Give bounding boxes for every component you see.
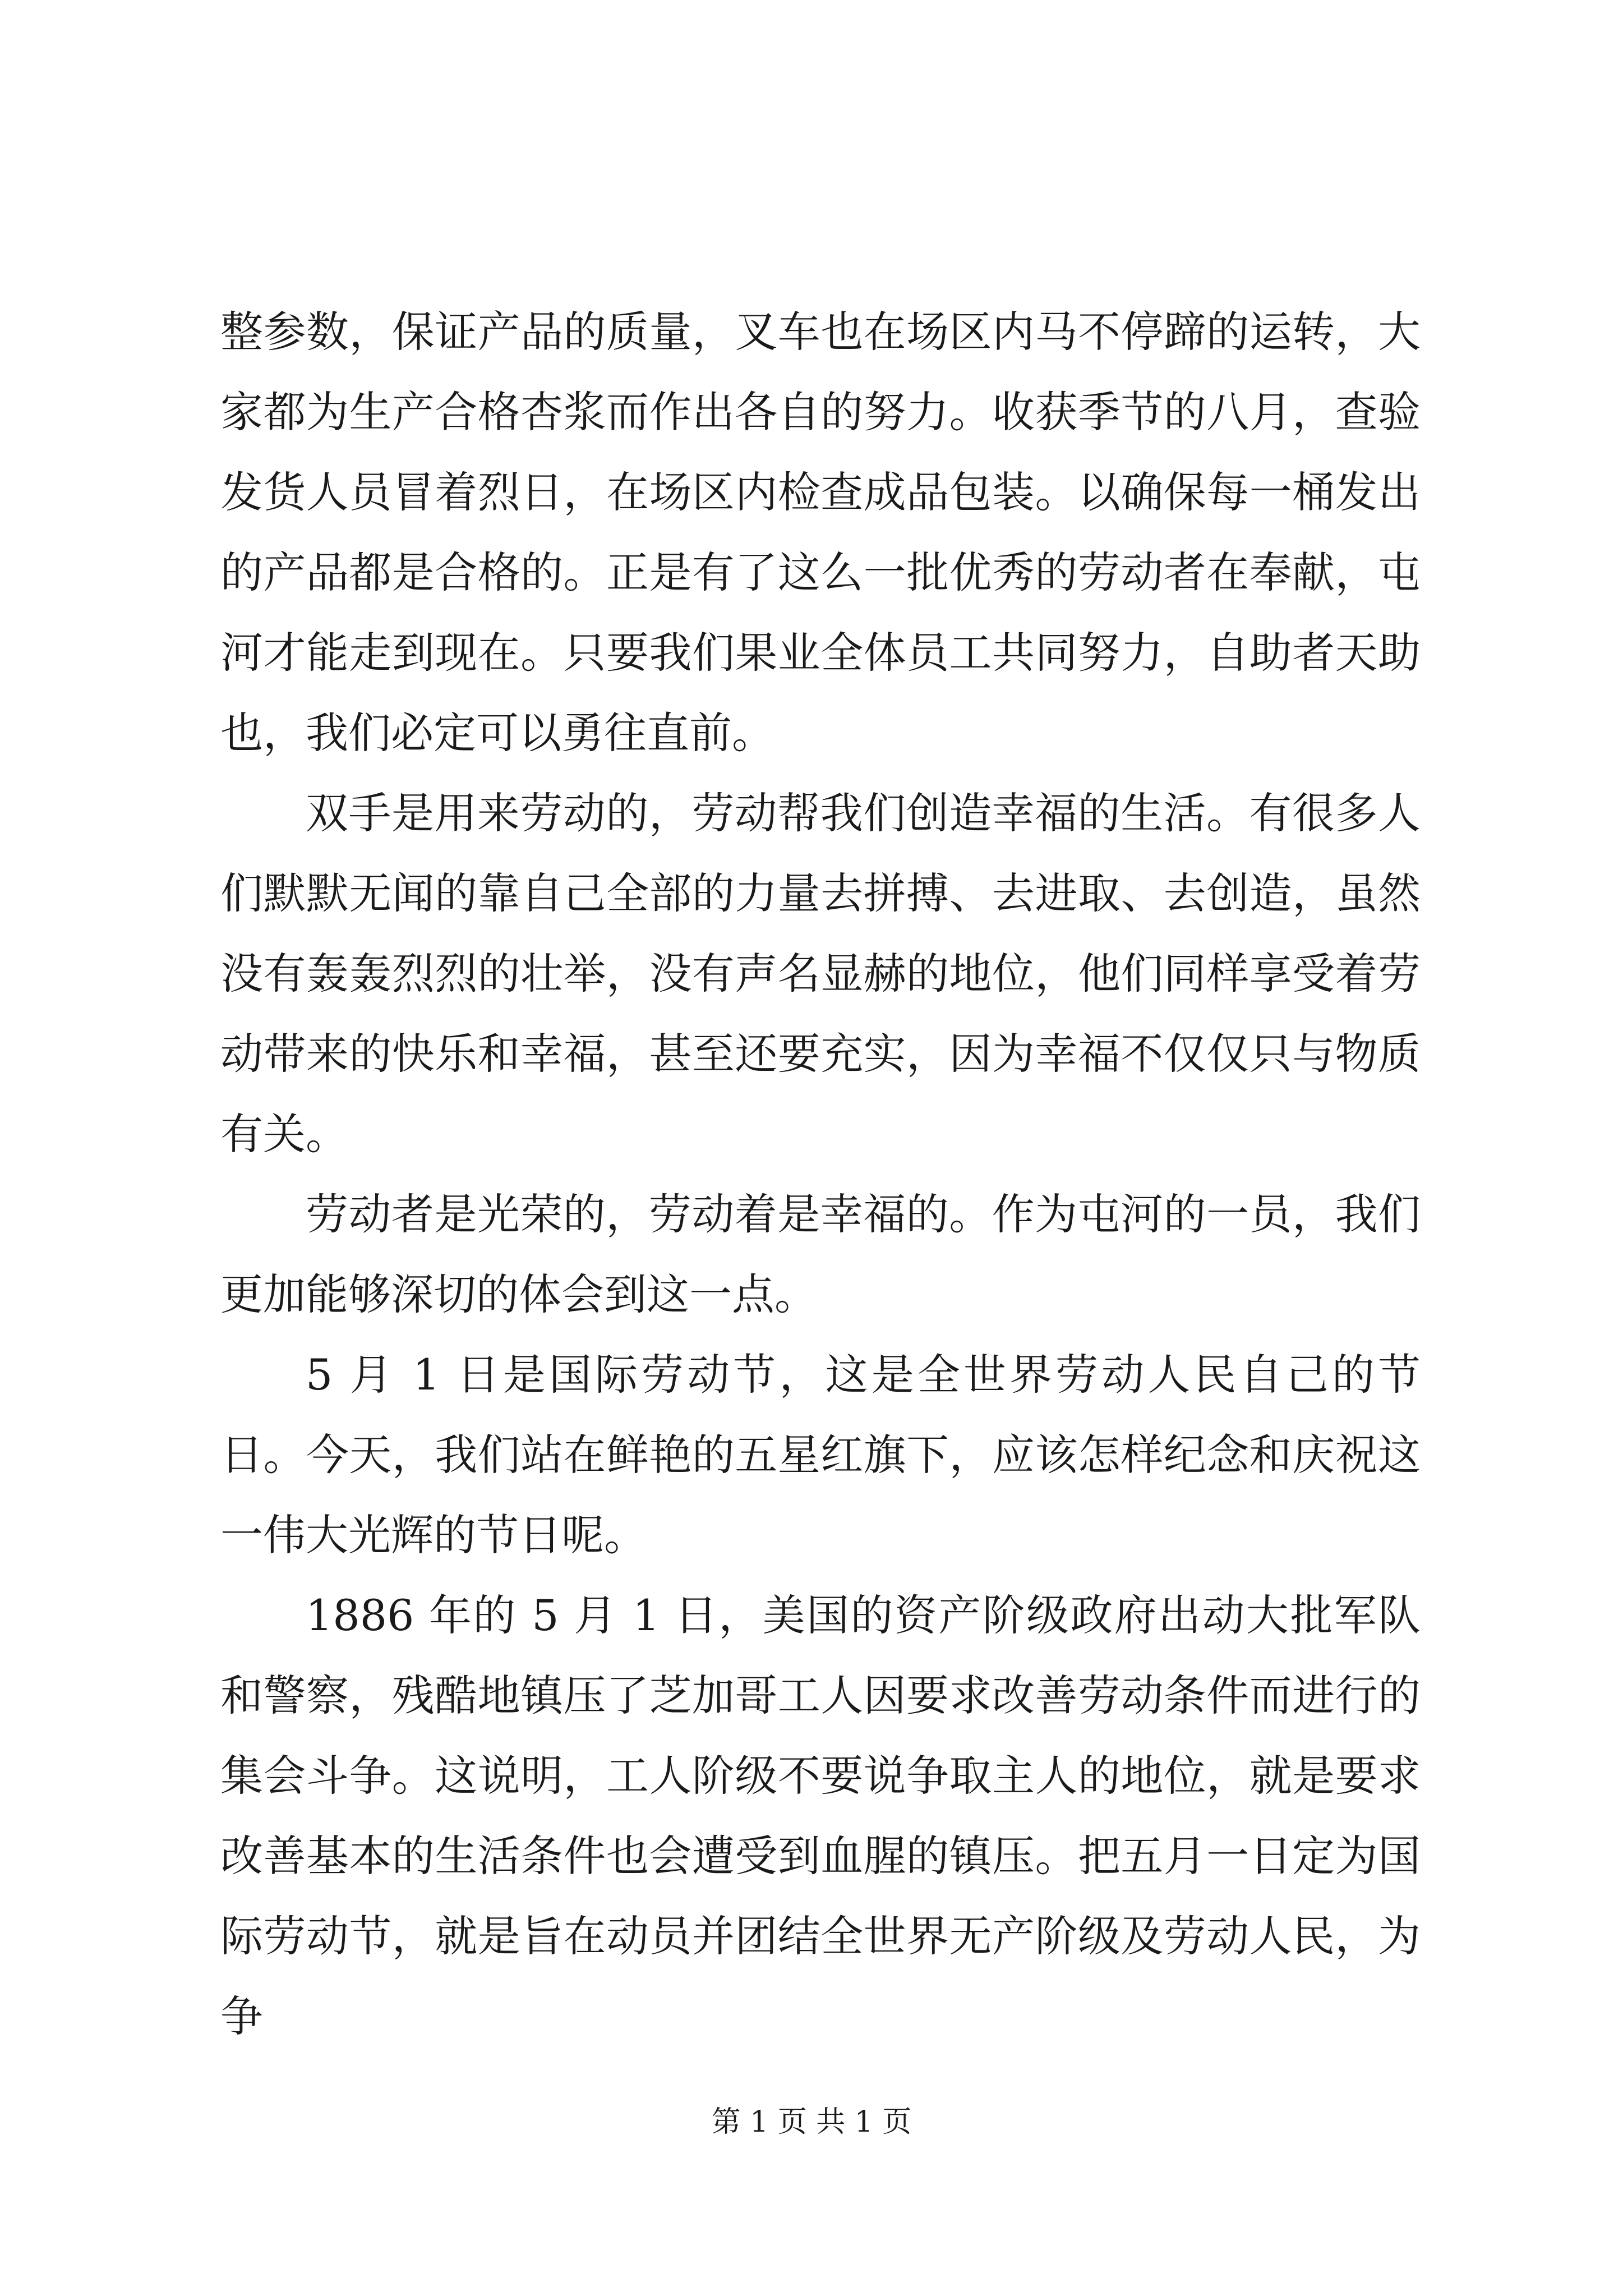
page-footer: 第 1 页 共 1 页 <box>711 2105 912 2139</box>
paragraph-5: 1886 年的 5 月 1 日，美国的资产阶级政府出动大批军队和警察，残酷地镇压了芝加哥工人因要求改善劳动条件而进行的集会斗争。这说明，工人阶级不要说争取主人的地位，就是要求改善基本的生活条件也会遭受到血腥的镇压。把五月一日定为国际劳动节，就是旨在动员并团结全世界无产阶级及劳动人民，为争 <box>220 1590 1421 2041</box>
paragraph-2: 双手是用来劳动的，劳动帮我们创造幸福的生活。有很多人们默默无闻的靠自己全部的力量去拼搏、去进取、去创造，虽然没有轰轰烈烈的壮举，没有声名显赫的地位，他们同样享受着劳动带来的快乐和幸福，甚至还要充实，因为幸福不仅仅只与物质有关。 <box>220 788 1421 1159</box>
document-body <box>220 292 1421 2056</box>
paragraph-1: 整参数，保证产品的质量，叉车也在场区内马不停蹄的运转，大家都为生产合格杏浆而作出各自的努力。收获季节的八月，查验发货人员冒着烈日，在场区内检查成品包装。以确保每一桶发出的产品都是合格的。正是有了这么一批优秀的劳动者在奉献，屯河才能走到现在。只要我们果业全体员工共同努力，自助者天助也，我们必定可以勇往直前。 <box>220 307 1421 758</box>
paragraph-3: 劳动者是光荣的，劳动着是幸福的。作为屯河的一员，我们更加能够深切的体会到这一点。 <box>220 1189 1421 1319</box>
paragraph-4: 5 月 1 日是国际劳动节，这是全世界劳动人民自己的节日。今天，我们站在鲜艳的五星红旗下，应该怎样纪念和庆祝这一伟大光辉的节日呢。 <box>220 1350 1421 1560</box>
